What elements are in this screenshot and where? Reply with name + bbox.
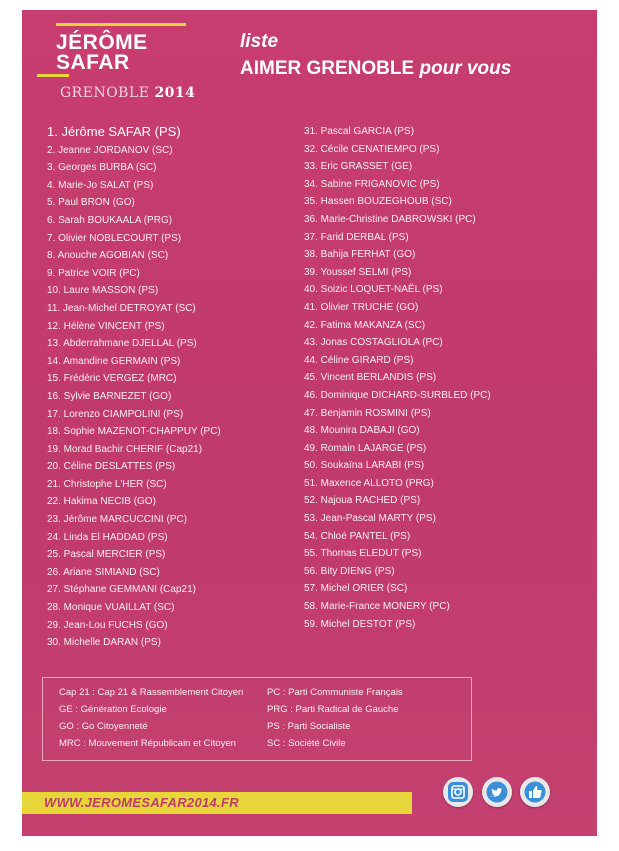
candidate-item: 1. Jérôme SAFAR (PS): [47, 124, 181, 139]
candidate-item: 49. Romain LAJARGE (PS): [304, 442, 427, 454]
logo-year: 2014: [154, 85, 196, 101]
legend-entry: PC : Parti Communiste Français: [267, 687, 403, 698]
legend-column-right: [267, 684, 403, 752]
legend-entry: PRG : Parti Radical de Gauche: [267, 704, 399, 715]
logo-first-name: JÉRÔME: [56, 31, 148, 54]
candidate-item: 40. Soizic LOQUET-NAËL (PS): [304, 284, 443, 296]
candidate-item: 33. Eric GRASSET (GE): [304, 161, 413, 173]
candidate-item: 42. Fatima MAKANZA (SC): [304, 319, 426, 331]
footer-bar: [22, 792, 412, 814]
candidate-item: 37. Farid DERBAL (PS): [304, 231, 409, 243]
heading-title: [240, 58, 511, 80]
candidate-item: 48. Mounira DABAJI (GO): [304, 425, 420, 437]
candidate-item: 39. Youssef SELMI (PS): [304, 266, 412, 278]
candidate-item: 13. Abderrahmane DJELLAL (PS): [47, 338, 197, 350]
candidate-item: 29. Jean-Lou FUCHS (GO): [47, 619, 168, 631]
website-link[interactable]: WWW.JEROMESAFAR2014.FR: [44, 795, 239, 810]
candidate-item: 16. Sylvie BARNEZET (GO): [47, 390, 172, 402]
candidate-item: 2. Jeanne JORDANOV (SC): [47, 144, 173, 156]
candidate-item: 17. Lorenzo CIAMPOLINI (PS): [47, 408, 184, 420]
like-icon[interactable]: [520, 777, 550, 807]
candidate-item: 32. Cécile CENATIEMPO (PS): [304, 143, 440, 155]
candidate-list-right: [304, 123, 574, 633]
candidate-item: 23. Jérôme MARCUCCINI (PC): [47, 514, 188, 526]
twitter-icon[interactable]: [482, 777, 512, 807]
candidate-item: 15. Frédéric VERGEZ (MRC): [47, 373, 177, 385]
candidate-item: 57. Michel ORIER (SC): [304, 583, 408, 595]
logo-accent-bar-mid: [37, 74, 69, 77]
candidate-item: 53. Jean-Pascal MARTY (PS): [304, 513, 436, 525]
candidate-item: 38. Bahija FERHAT (GO): [304, 249, 416, 261]
candidate-item: 47. Benjamin ROSMINI (PS): [304, 407, 431, 419]
candidate-item: 36. Marie-Christine DABROWSKI (PC): [304, 213, 476, 225]
heading-liste: liste: [240, 31, 279, 52]
candidate-item: 8. Anouche AGOBIAN (SC): [47, 250, 169, 262]
list-heading: [240, 32, 511, 80]
candidate-item: 52. Najoua RACHED (PS): [304, 495, 421, 507]
candidate-item: 54. Chloé PANTEL (PS): [304, 530, 411, 542]
candidate-item: 3. Georges BURBA (SC): [47, 162, 157, 174]
candidate-item: 56. Bity DIENG (PS): [304, 565, 395, 577]
candidate-item: 26. Ariane SIMIAND (SC): [47, 566, 160, 578]
candidate-item: 9. Patrice VOIR (PC): [47, 267, 140, 279]
logo-city: GRENOBLE: [60, 85, 150, 101]
candidate-item: 58. Marie-France MONERY (PC): [304, 601, 450, 613]
campaign-flyer: [22, 10, 597, 836]
heading-title-suffix: pour vous: [419, 58, 512, 79]
candidate-item: 50. Soukaïna LARABI (PS): [304, 460, 425, 472]
legend-entry: SC : Société Civile: [267, 738, 346, 749]
candidate-item: 21. Christophe L'HER (SC): [47, 478, 167, 490]
candidate-item: 11. Jean-Michel DETROYAT (SC): [47, 302, 196, 314]
candidate-item: 51. Maxence ALLOTO (PRG): [304, 477, 434, 489]
candidate-logo: [28, 14, 196, 112]
candidate-item: 34. Sabine FRIGANOVIC (PS): [304, 178, 440, 190]
candidate-item: 22. Hakima NECIB (GO): [47, 496, 156, 508]
candidate-item: 6. Sarah BOUKAALA (PRG): [47, 214, 173, 226]
legend-column-left: [59, 684, 243, 752]
legend-entry: Cap 21 : Cap 21 & Rassemblement Citoyen: [59, 687, 244, 698]
candidate-list-left: [47, 123, 317, 652]
candidate-item: 27. Stéphane GEMMANI (Cap21): [47, 584, 196, 596]
candidate-item: 10. Laure MASSON (PS): [47, 285, 159, 297]
candidate-item: 28. Monique VUAILLAT (SC): [47, 602, 175, 614]
candidate-item: 35. Hassen BOUZEGHOUB (SC): [304, 196, 452, 208]
legend-entry: GE : Génération Ecologie: [59, 704, 167, 715]
candidate-item: 20. Céline DESLATTES (PS): [47, 461, 176, 473]
candidate-item: 59. Michel DESTOT (PS): [304, 618, 416, 630]
logo-last-name: SAFAR: [56, 51, 130, 74]
candidate-item: 12. Hélène VINCENT (PS): [47, 320, 165, 332]
candidate-item: 4. Marie-Jo SALAT (PS): [47, 179, 154, 191]
candidate-item: 18. Sophie MAZENOT-CHAPPUY (PC): [47, 426, 221, 438]
instagram-icon[interactable]: [443, 777, 473, 807]
candidate-item: 55. Thomas ELEDUT (PS): [304, 548, 422, 560]
candidate-item: 41. Olivier TRUCHE (GO): [304, 301, 419, 313]
legend-entry: PS : Parti Socialiste: [267, 721, 351, 732]
candidate-item: 43. Jonas COSTAGLIOLA (PC): [304, 337, 443, 349]
candidate-item: 5. Paul BRON (GO): [47, 197, 135, 209]
logo-city-line: [60, 85, 195, 101]
logo-accent-bar-top: [56, 23, 186, 26]
candidate-item: 19. Morad Bachir CHERIF (Cap21): [47, 443, 203, 455]
heading-title-main: AIMER GRENOBLE: [240, 58, 415, 79]
candidate-item: 14. Amandine GERMAIN (PS): [47, 355, 181, 367]
legend-entry: GO : Go Citoyenneté: [59, 721, 148, 732]
candidate-item: 44. Céline GIRARD (PS): [304, 354, 414, 366]
candidate-item: 46. Dominique DICHARD-SURBLED (PC): [304, 389, 491, 401]
candidate-item: 31. Pascal GARCIA (PS): [304, 126, 415, 137]
party-legend: [42, 677, 472, 761]
candidate-item: 30. Michelle DARAN (PS): [47, 637, 161, 649]
candidate-item: 45. Vincent BERLANDIS (PS): [304, 372, 437, 384]
candidate-item: 25. Pascal MERCIER (PS): [47, 549, 166, 561]
legend-entry: MRC : Mouvement Républicain et Citoyen: [59, 738, 236, 749]
candidate-item: 7. Olivier NOBLECOURT (PS): [47, 232, 182, 244]
candidate-item: 24. Linda El HADDAD (PS): [47, 531, 168, 543]
